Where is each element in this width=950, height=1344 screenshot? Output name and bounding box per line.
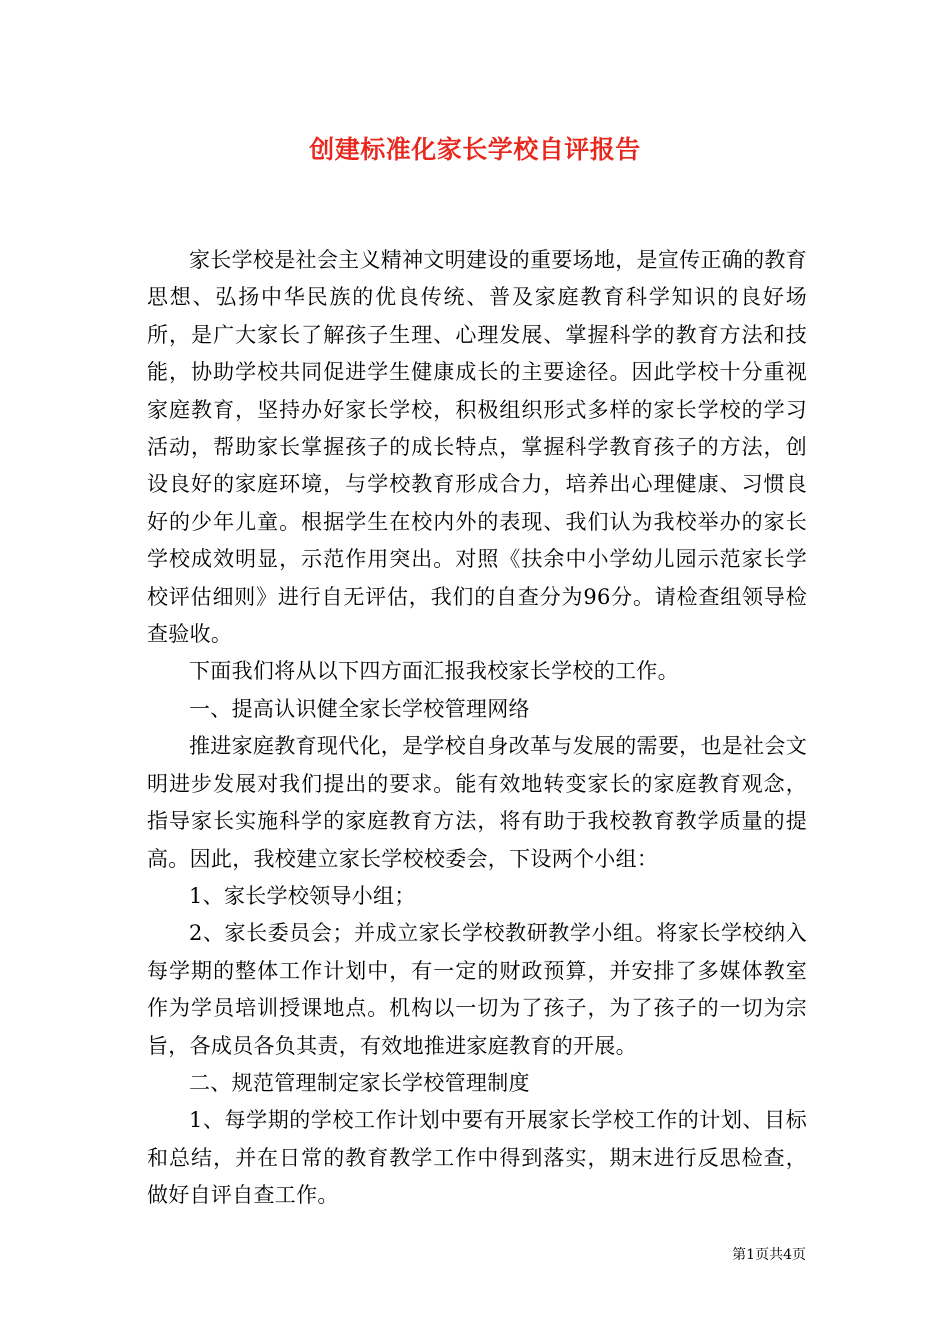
section-heading-2: 二、规范管理制定家长学校管理制度 — [189, 1070, 530, 1095]
list-item-1: 1、家长学校领导小组； — [189, 883, 416, 908]
paragraph-overview: 下面我们将从以下四方面汇报我校家长学校的工作。 — [189, 659, 679, 684]
paragraph-intro: 家长学校是社会主义精神文明建设的重要场地，是宣传正确的教育思想、弘扬中华民族的优良传统、普及家庭教育科学知识的良好场所，是广大家长了解孩子生理、心理发展、掌握科学的教育方法和技能，协助学校共同促进学生健康成长的主要途径。因此学校十分重视家庭教育，坚持办好家长学校，积极组织形式多样的家长学校的学习活动，帮助家长掌握孩子的成长特点，掌握科学教育孩子的方法，创设良好的家庭环境，与学校教育形成合力，培养出心理健康、习惯良好的少年儿童。根据学生在校内外的表现、我们认为我校举办的家长学校成效明显，示范作用突出。对照《扶余中小学幼儿园示范家长学校评估细则》进行自无评估，我们的自查分为96分。请检查组领导检查验收。 — [147, 248, 807, 647]
paragraph-section-2-item-1: 1、每学期的学校工作计划中要有开展家长学校工作的计划、目标和总结，并在日常的教育教学工作中得到落实，期末进行反思检查，做好自评自查工作。 — [147, 1108, 807, 1208]
document-title: 创建标准化家长学校自评报告 — [309, 135, 641, 164]
document-body — [147, 242, 807, 1215]
paragraph-section-1: 推进家庭教育现代化，是学校自身改革与发展的需要，也是社会文明进步发展对我们提出的要求。能有效地转变家长的家庭教育观念，指导家长实施科学的家庭教育方法，将有助于我校教育教学质量的提高。因此，我校建立家长学校校委会，下设两个小组： — [147, 734, 807, 871]
section-heading-1: 一、提高认识健全家长学校管理网络 — [189, 696, 530, 721]
list-item-2: 2、家长委员会；并成立家长学校教研教学小组。将家长学校纳入每学期的整体工作计划中，有一定的财政预算，并安排了多媒体教室作为学员培训授课地点。机构以一切为了孩子，为了孩子的一切为宗旨，各成员各负其责，有效地推进家庭教育的开展。 — [147, 921, 807, 1058]
page-number: 第1页共4页 — [732, 1247, 806, 1263]
